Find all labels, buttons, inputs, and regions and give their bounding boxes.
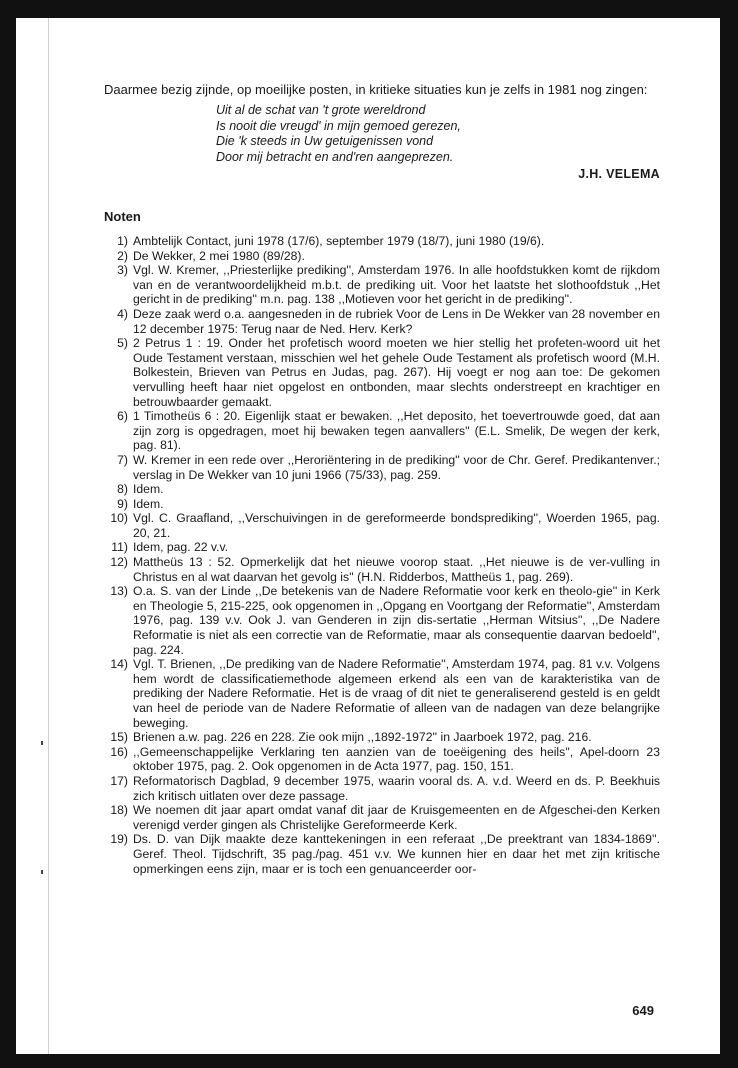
- note-number: 18): [110, 803, 128, 818]
- note-text: Vgl. W. Kremer, ,,Priesterlijke prediking'', Amsterdam 1976. In alle hoofdstukken komt de rijkdom van en de verantwoordelijkheid m.b.t. de prediking uit. Voor het laatste het slothoofdstuk ,,Het gericht in de prediking'' m.n. pag. 138 ,,Motieven voor het gericht in de prediking''.: [133, 263, 660, 307]
- intro-paragraph: Daarmee bezig zijnde, op moeilijke posten, in kritieke situaties kun je zelfs in 1981 nog zingen:: [104, 82, 648, 97]
- note-item: [104, 249, 660, 264]
- note-item: [104, 234, 660, 249]
- note-text: Vgl. C. Graafland, ,,Verschuivingen in de gereformeerde bondsprediking'', Woerden 1965, pag. 20, 21.: [133, 511, 660, 540]
- note-number: 19): [110, 832, 128, 847]
- note-text: We noemen dit jaar apart omdat vanaf dit jaar de Kruisgemeenten en de Afgeschei-den Kerken verenigd verder gingen als Christelijke Gereformeerde Kerk.: [133, 803, 660, 832]
- note-text: Reformatorisch Dagblad, 9 december 1975, waarin vooral ds. A. v.d. Weerd en ds. P. Beekhuis zich kritisch uitlaten over deze passage.: [133, 773, 660, 803]
- note-number: 3): [117, 263, 128, 278]
- note-text: ,,Gemeenschappelijke Verklaring ten aanzien van de toeëigening des heils'', Apel-doorn 23 oktober 1975, pag. 2. Ook opgenomen in de Acta 1977, pag. 150, 151.: [133, 744, 660, 774]
- note-text: Idem.: [133, 482, 164, 497]
- note-item: [104, 409, 660, 453]
- author-signature: J.H. VELEMA: [578, 167, 660, 181]
- note-item: [104, 511, 660, 540]
- note-number: 13): [110, 584, 128, 599]
- note-item: [104, 497, 660, 512]
- note-number: 2): [117, 248, 128, 263]
- note-text: De Wekker, 2 mei 1980 (89/28).: [133, 248, 305, 263]
- note-number: 1): [117, 234, 128, 248]
- note-text: Deze zaak werd o.a. aangesneden in de rubriek Voor de Lens in De Wekker van 28 november en 12 december 1975: Terug naar de Ned. Herv. Kerk?: [133, 306, 660, 336]
- note-item: [104, 657, 660, 730]
- poem-line: Die 'k steeds in Uw getuigenissen vond: [216, 134, 434, 148]
- note-item: [104, 453, 660, 482]
- note-number: 14): [110, 657, 128, 672]
- note-number: 6): [117, 409, 128, 424]
- note-number: 10): [110, 511, 128, 526]
- scan-border-top: [0, 0, 738, 18]
- note-item: [104, 540, 660, 555]
- note-number: 4): [117, 306, 128, 321]
- note-text: Brienen a.w. pag. 226 en 228. Zie ook mijn ,,1892-1972'' in Jaarboek 1972, pag. 216.: [133, 730, 592, 745]
- poem-line: Door mij betracht en and'ren aangeprezen.: [216, 149, 454, 164]
- note-number: 16): [110, 744, 128, 759]
- note-item: [104, 803, 660, 832]
- scan-border-right: [720, 0, 738, 1068]
- note-item: [104, 774, 660, 803]
- note-text: O.a. S. van der Linde ,,De betekenis van de Nadere Reformatie voor kerk en theolo-gie'' in Kerk en Theologie 5, 215-225, ook opgenomen in ,,Opgang en Voortgang der Reformatie'', Amsterdam 1976, pag. 139 v.v. Ook J. van Genderen in zijn dis-sertatie ,,Herman Witsius'', ,,De Nadere Reformatie is niet als een correctie van de Reformatie, maar als consequentie daarvan bedoeld'', pag. 224.: [133, 584, 660, 657]
- note-item: [104, 555, 660, 584]
- note-number: 7): [117, 452, 128, 467]
- note-text: Mattheüs 13 : 52. Opmerkelijk dat het nieuwe voorop staat. ,,Het nieuwe is de ver-vulling in Christus en al wat daarvan het gevolg is'' (H.N. Ridderbos, Mattheüs 1, pag. 269).: [133, 555, 660, 584]
- poem-line: Is nooit die vreugd' in mijn gemoed gerezen,: [216, 118, 461, 133]
- note-text: Idem.: [133, 496, 164, 511]
- note-number: 5): [117, 336, 128, 351]
- poem-line: Uit al de schat van 't grote wereldrond: [216, 103, 426, 117]
- note-item: [104, 307, 660, 336]
- note-number: 8): [117, 482, 128, 497]
- page-edge-line: [48, 18, 49, 1054]
- note-text: Ambtelijk Contact, juni 1978 (17/6), september 1979 (18/7), juni 1980 (19/6).: [133, 234, 545, 248]
- note-item: [104, 482, 660, 497]
- note-item: [104, 745, 660, 774]
- note-item: [104, 263, 660, 307]
- page-content: [104, 82, 660, 876]
- margin-mark: [41, 870, 43, 874]
- note-number: 9): [117, 496, 128, 511]
- page-number: 649: [632, 1003, 654, 1018]
- note-item: [104, 584, 660, 657]
- note-number: 12): [110, 555, 128, 570]
- note-text: Ds. D. van Dijk maakte deze kanttekeningen in een referaat ,,De preektrant van 1834-1869''. Geref. Theol. Tijdschrift, 35 pag./pag. 451 v.v. We kunnen hier en daar het met zijn kritische opmerkingen eens zijn, maar er is toch een genuanceerder oor-: [133, 832, 660, 876]
- note-text: 1 Timotheüs 6 : 20. Eigenlijk staat er bewaken. ,,Het deposito, het toevertrouwde goed, dat aan zijn zorg is opgedragen, moet hij bewaken tegen aanvallers'' (E.L. Smelik, De wegen der kerk, pag. 81).: [133, 409, 660, 453]
- note-text: Idem, pag. 22 v.v.: [133, 540, 229, 555]
- note-number: 17): [110, 773, 128, 788]
- margin-mark: [41, 741, 43, 745]
- poem: [216, 103, 660, 165]
- note-item: [104, 832, 660, 876]
- note-text: Vgl. T. Brienen, ,,De prediking van de Nadere Reformatie'', Amsterdam 1974, pag. 81 v.v. Volgens hem wordt de classificatiemethode algemeen erkend als een van de karakteristika van de prediking der Nadere Reformatie. Het is de vraag of dit niet te generaliserend gesteld is en geldt van heel de periode van de Nadere Reformatie of alleen van de nadagen van deze belangrijke beweging.: [133, 657, 660, 730]
- notes-heading: Noten: [104, 209, 141, 224]
- note-item: [104, 336, 660, 409]
- note-item: [104, 730, 660, 745]
- notes-list: [104, 234, 660, 876]
- note-text: 2 Petrus 1 : 19. Onder het profetisch woord moeten we hier stellig het profeten-woord uit het Oude Testament verstaan, misschien wel het gehele Oude Testament als profetisch woord (M.H. Bolkestein, Brieven van Petrus en Judas, pag. 267). Hij voegt er nog aan toe: De gekomen vervulling heeft haar niet opgelost en ontbonden, maar slechts onderstreept en krachtiger en betrouwbaarder gemaakt.: [133, 336, 660, 409]
- note-number: 11): [111, 540, 128, 555]
- scan-border-bottom: [0, 1054, 738, 1068]
- note-text: W. Kremer in een rede over ,,Heroriëntering in de prediking'' voor de Chr. Geref. Predikantenver.; verslag in De Wekker van 10 juni 1966 (75/33), pag. 259.: [133, 452, 660, 482]
- scan-border-left: [0, 0, 16, 1068]
- note-number: 15): [110, 730, 128, 745]
